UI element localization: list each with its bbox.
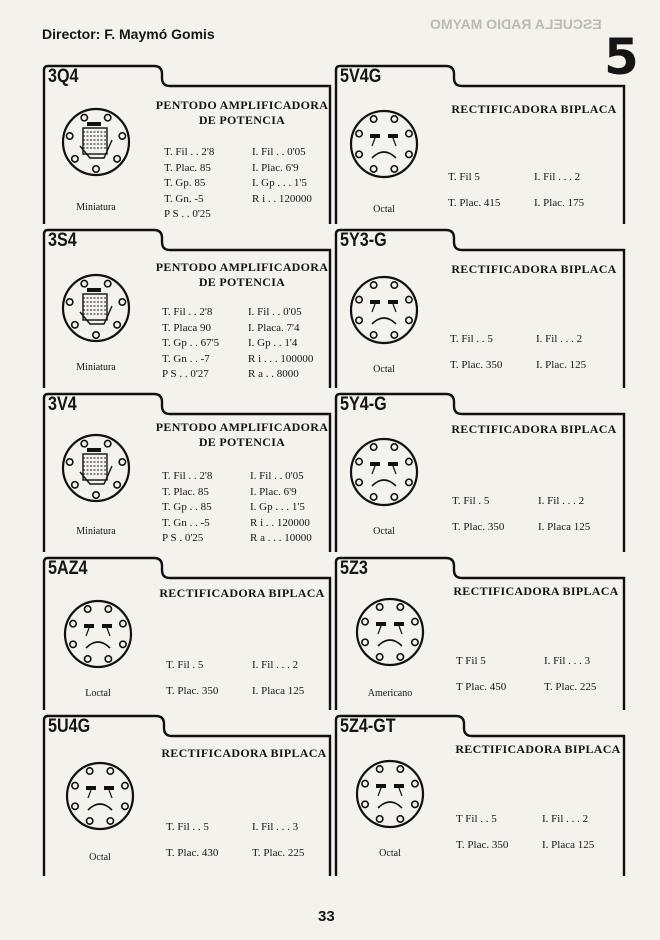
tube-title: PENTODO AMPLIFICADORA DE POTENCIA bbox=[155, 98, 329, 127]
spec-left bbox=[162, 304, 219, 382]
spec-line: T. Placa 90 bbox=[162, 321, 211, 334]
spec-left bbox=[164, 144, 214, 222]
spec-right bbox=[544, 648, 596, 700]
spec-line: P S . . 0'27 bbox=[162, 368, 209, 380]
tube-card-5v4g bbox=[334, 64, 626, 224]
spec-line: T. Gn. -5 bbox=[164, 192, 204, 205]
tube-card-3v4 bbox=[42, 392, 332, 552]
tube-code: 3S4 bbox=[48, 230, 77, 251]
spec-line: R a . . . 10000 bbox=[250, 532, 312, 544]
spec-left bbox=[162, 468, 212, 546]
spec-line: T Fil 5 bbox=[456, 655, 486, 667]
page-number: 33 bbox=[318, 908, 335, 925]
spec-left bbox=[166, 652, 218, 704]
spec-line: T. Fil . . 5 bbox=[166, 821, 209, 833]
socket-diagram bbox=[60, 272, 132, 344]
spec-line: T. Fil . . 2'8 bbox=[162, 470, 213, 482]
tube-title: RECTIFICADORA BIPLACA bbox=[453, 584, 619, 598]
socket-diagram bbox=[62, 598, 134, 670]
spec-line: T Fil . . 5 bbox=[456, 813, 497, 825]
spec-line: P S . . 0'25 bbox=[164, 208, 211, 220]
spec-line: I. Fil . . . 2 bbox=[538, 495, 585, 507]
spec-right bbox=[252, 144, 312, 222]
spec-left bbox=[456, 806, 508, 858]
spec-right bbox=[252, 652, 304, 704]
tube-card-5y3g bbox=[334, 228, 626, 388]
page-section-number: 5 bbox=[604, 28, 639, 86]
spec-line: T. Fil . 5 bbox=[452, 495, 490, 507]
tube-title: RECTIFICADORA BIPLACA bbox=[451, 262, 617, 276]
base-type: Americano bbox=[367, 688, 413, 699]
spec-line: I. Plac. 6'9 bbox=[252, 161, 299, 174]
spec-line: T. Plac. 225 bbox=[252, 847, 305, 859]
spec-left bbox=[450, 326, 502, 378]
spec-left bbox=[448, 164, 500, 216]
spec-line: I. Gp . . 1'4 bbox=[248, 337, 298, 349]
spec-right bbox=[250, 468, 312, 546]
spec-right bbox=[248, 304, 313, 382]
spec-line: R a . . 8000 bbox=[248, 368, 299, 380]
base-type: Octal bbox=[89, 852, 111, 863]
socket-diagram bbox=[348, 108, 420, 180]
spec-line: I. Placa 125 bbox=[252, 685, 305, 697]
tube-code: 5AZ4 bbox=[48, 558, 88, 579]
spec-line: P S . 0'25 bbox=[162, 532, 204, 544]
spec-line: I. Gp . . . 1'5 bbox=[252, 177, 307, 189]
spec-line: I. Fil . . 0'05 bbox=[252, 146, 306, 158]
spec-right bbox=[536, 326, 586, 378]
tube-title: RECTIFICADORA BIPLACA bbox=[451, 422, 617, 436]
spec-right bbox=[538, 488, 590, 540]
spec-line: T. Plac. 350 bbox=[166, 685, 219, 697]
spec-line: T. Gp . . 85 bbox=[162, 501, 212, 513]
spec-line: T. Fil . . 5 bbox=[450, 333, 493, 345]
base-type: Octal bbox=[373, 204, 395, 215]
tube-code: 5U4G bbox=[48, 716, 91, 737]
base-type: Miniatura bbox=[76, 526, 116, 537]
spec-line: T. Gn . . -5 bbox=[162, 516, 210, 529]
spec-right bbox=[542, 806, 594, 858]
spec-line: R i . . 120000 bbox=[250, 516, 310, 529]
spec-line: R i . . . 100000 bbox=[248, 352, 314, 365]
spec-line: I. Fil . . . 3 bbox=[544, 655, 591, 667]
tube-code: 5Y3-G bbox=[340, 230, 387, 251]
tube-title: RECTIFICADORA BIPLACA bbox=[455, 742, 621, 756]
tube-card-5u4g bbox=[42, 714, 332, 876]
tube-code: 3Q4 bbox=[48, 66, 79, 87]
tube-code: 5Z3 bbox=[340, 558, 368, 579]
spec-line: T. Fil . . 2'8 bbox=[164, 146, 215, 158]
spec-line: T. Fil . . 2'8 bbox=[162, 306, 213, 318]
spec-line: T. Plac. 350 bbox=[452, 521, 505, 533]
spec-line: I. Placa. 7'4 bbox=[248, 321, 300, 334]
spec-left bbox=[452, 488, 504, 540]
bleed-through-text: ESCUELA RADIO MAYMO bbox=[430, 16, 602, 32]
spec-line: I. Plac. 175 bbox=[534, 197, 585, 209]
tube-card-5y4g bbox=[334, 392, 626, 552]
socket-diagram bbox=[348, 274, 420, 346]
socket-diagram bbox=[60, 106, 132, 178]
spec-line: T. Gp. 85 bbox=[164, 177, 206, 189]
spec-line: T. Fil 5 bbox=[448, 171, 480, 183]
tube-code: 3V4 bbox=[48, 394, 77, 415]
tube-card-5z3 bbox=[334, 556, 626, 710]
spec-line: I. Fil . . . 2 bbox=[542, 813, 589, 825]
spec-line: T. Plac. 85 bbox=[162, 485, 209, 498]
spec-line: I. Placa 125 bbox=[542, 839, 595, 851]
spec-left bbox=[166, 814, 218, 866]
spec-line: R i . . 120000 bbox=[252, 192, 312, 205]
spec-line: I. Plac. 125 bbox=[536, 359, 587, 371]
tube-code: 5Y4-G bbox=[340, 394, 387, 415]
tube-title: RECTIFICADORA BIPLACA bbox=[451, 102, 617, 116]
spec-line: I. Fil . . . 2 bbox=[252, 659, 299, 671]
tube-card-5az4 bbox=[42, 556, 332, 710]
spec-line: T. Plac. 350 bbox=[450, 359, 503, 371]
spec-line: I. Fil . . . 3 bbox=[252, 821, 299, 833]
tube-title: PENTODO AMPLIFICADORA DE POTENCIA bbox=[155, 420, 329, 449]
spec-line: T. Fil . 5 bbox=[166, 659, 204, 671]
socket-diagram bbox=[354, 596, 426, 668]
spec-line: T Plac. 450 bbox=[456, 681, 507, 693]
spec-right bbox=[534, 164, 584, 216]
tube-title: RECTIFICADORA BIPLACA bbox=[161, 746, 327, 760]
spec-line: T. Gn . . -7 bbox=[162, 352, 210, 365]
spec-line: I. Fil . . 0'05 bbox=[250, 470, 304, 482]
spec-line: I. Placa 125 bbox=[538, 521, 591, 533]
spec-line: I. Fil . . . 2 bbox=[534, 171, 581, 183]
socket-diagram bbox=[64, 760, 136, 832]
socket-diagram bbox=[60, 432, 132, 504]
socket-diagram bbox=[354, 758, 426, 830]
spec-right bbox=[252, 814, 304, 866]
tube-card-3q4 bbox=[42, 64, 332, 224]
base-type: Miniatura bbox=[76, 362, 116, 373]
socket-diagram bbox=[348, 436, 420, 508]
base-type: Octal bbox=[373, 364, 395, 375]
tube-title: PENTODO AMPLIFICADORA DE POTENCIA bbox=[155, 260, 329, 289]
spec-line: I. Plac. 6'9 bbox=[250, 485, 297, 498]
spec-line: T. Plac. 350 bbox=[456, 839, 509, 851]
page-header-director: Director: F. Maymó Gomis bbox=[42, 26, 215, 42]
spec-line: T. Gp . . 67'5 bbox=[162, 337, 220, 349]
tube-code: 5V4G bbox=[340, 66, 382, 87]
base-type: Octal bbox=[379, 848, 401, 859]
base-type: Octal bbox=[373, 526, 395, 537]
spec-line: T. Plac. 85 bbox=[164, 161, 211, 174]
spec-left bbox=[456, 648, 506, 700]
spec-line: T. Plac. 415 bbox=[448, 197, 501, 209]
tube-card-3s4 bbox=[42, 228, 332, 388]
spec-line: I. Fil . . . 2 bbox=[536, 333, 583, 345]
spec-line: I. Gp . . . 1'5 bbox=[250, 501, 305, 513]
spec-line bbox=[252, 206, 312, 222]
base-type: Miniatura bbox=[76, 202, 116, 213]
spec-line: T. Plac. 430 bbox=[166, 847, 219, 859]
spec-line: T. Plac. 225 bbox=[544, 681, 597, 693]
base-type: Loctal bbox=[85, 688, 111, 699]
spec-line: I. Fil . . 0'05 bbox=[248, 306, 302, 318]
tube-title: RECTIFICADORA BIPLACA bbox=[159, 586, 325, 600]
tube-card-5z4gt bbox=[334, 714, 626, 876]
tube-code: 5Z4-GT bbox=[340, 716, 396, 737]
